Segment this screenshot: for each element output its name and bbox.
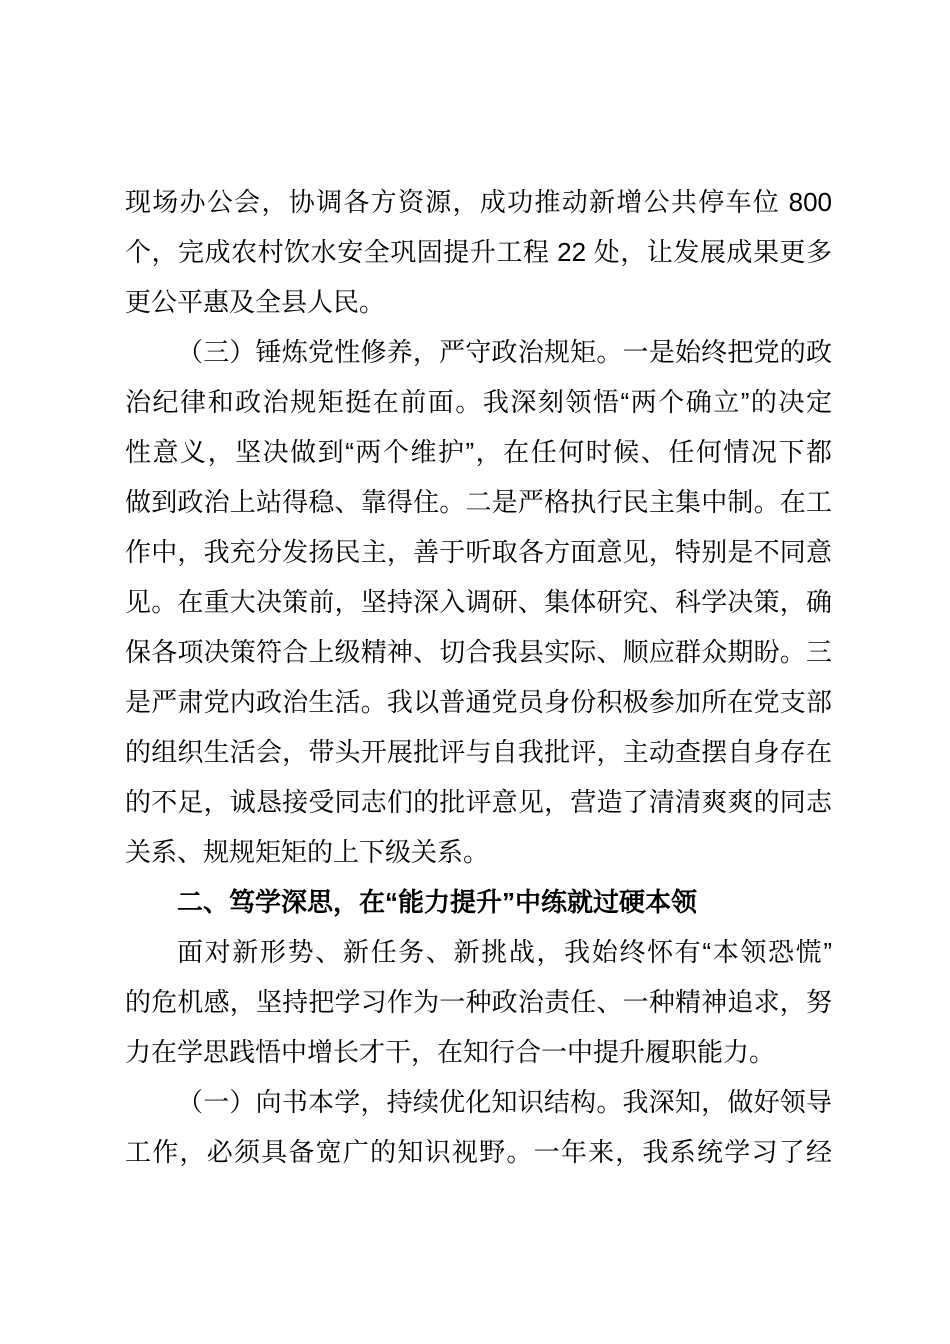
text-line: 关系、规规矩矩的上下级关系。 [125, 837, 490, 867]
text-line: 工作，必须具备宽广的知识视野。一年来，我系统学习了经 [125, 1137, 832, 1167]
paragraph-first-line: （一）向书本学，持续优化知识结构。我深知，做好领导 [177, 1087, 832, 1117]
text-line: 作中，我充分发扬民主，善于听取各方面意见，特别是不同意 [125, 537, 832, 567]
text-line: 更公平惠及全县人民。 [125, 287, 386, 317]
section-2-heading: 二、笃学深思，在“能力提升”中练就过硬本领 [177, 887, 698, 917]
text-line: 是严肃党内政治生活。我以普通党员身份积极参加所在党支部 [125, 687, 832, 717]
text-line: 性意义，坚决做到“两个维护”，在任何时候、任何情况下都 [125, 437, 832, 467]
text-line: 见。在重大决策前，坚持深入调研、集体研究、科学决策，确 [125, 587, 832, 617]
paragraph-first-line: （三）锤炼党性修养，严守政治规矩。一是始终把党的政 [177, 337, 832, 367]
text-line: 的不足，诚恳接受同志们的批评意见，营造了清清爽爽的同志 [125, 787, 832, 817]
text-line: 治纪律和政治规矩挺在前面。我深刻领悟“两个确立”的决定 [125, 387, 832, 417]
text-line: 保各项决策符合上级精神、切合我县实际、顺应群众期盼。三 [125, 637, 832, 667]
text-line: 个，完成农村饮水安全巩固提升工程 22 处，让发展成果更多 [125, 237, 832, 267]
text-line: 的组织生活会，带头开展批评与自我批评，主动查摆自身存在 [125, 737, 832, 767]
text-column [125, 177, 832, 1177]
text-line: 做到政治上站得稳、靠得住。二是严格执行民主集中制。在工 [125, 487, 832, 517]
text-line: 现场办公会，协调各方资源，成功推动新增公共停车位 800 [125, 187, 832, 217]
text-line: 力在学思践悟中增长才干，在知行合一中提升履职能力。 [125, 1037, 776, 1067]
text-line: 的危机感，坚持把学习作为一种政治责任、一种精神追求，努 [125, 987, 832, 1017]
paragraph-first-line: 面对新形势、新任务、新挑战，我始终怀有“本领恐慌” [177, 937, 832, 967]
